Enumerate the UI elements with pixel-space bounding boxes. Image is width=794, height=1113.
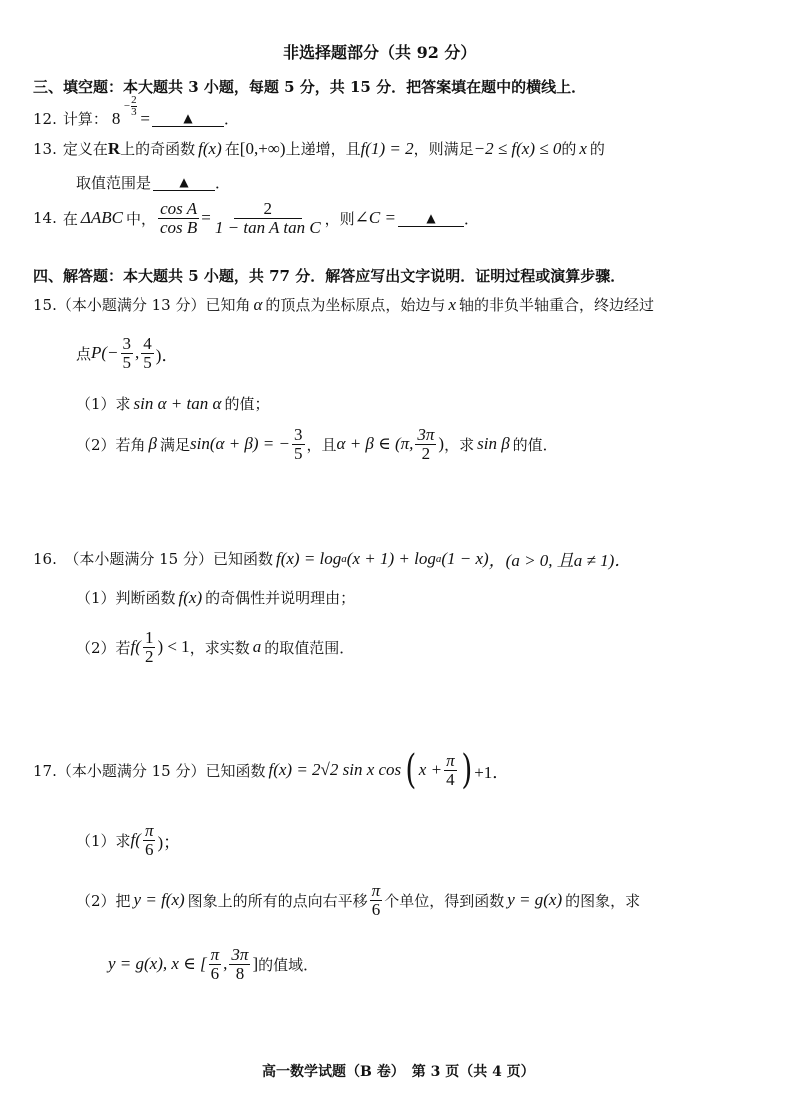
question-13 [33, 138, 605, 159]
question-17: 17.（本小题满分 15 分）已知函数 f(x) = 2√2 sin x cos ( x + $\frac{\pi}{4}$ ) +1． [33, 747, 510, 793]
q17-part2-fraction: $\frac{\pi}{6}$ [371, 881, 381, 919]
q17-line2-fraction-1: $\frac{\pi}{6}$ [210, 945, 220, 983]
q15-part2-text-1: 满足 [160, 435, 191, 454]
q13-number: 13. [33, 139, 57, 158]
q16-part2-a: a [252, 637, 262, 657]
q15-part2-text-3: ，求 [444, 435, 475, 454]
q13-real-set: R [107, 138, 121, 158]
section-3-heading: 三、填空题：本大题共 3 小题，每题 5 分，共 15 分．把答案填在题中的横线上． [33, 78, 587, 96]
q15-part-2: （2）若角 β 满足 sin(α + β) = − $\frac{3}{5}$ ，且 α + β ∈ (π, $\frac{3\pi}{2}$ ) ，求 sin β 的值． [76, 425, 558, 463]
q14-angle: ∠C = [354, 208, 396, 228]
q13-interval: [0,+∞) [239, 138, 286, 158]
q17-inner: x + [418, 760, 443, 779]
q15-point: 点 P(− $\frac{3}{5}$ , $\frac{4}{5}$ )． [76, 334, 179, 372]
q13-text-4: 上递增，且 [285, 140, 361, 158]
q15-part2-end: 的值． [512, 435, 558, 454]
q17-part-2-line-2: y = g(x), x ∈ [ $\frac{\pi}{6}$ , $\frac{3\pi}{8}$ ] 的值域． [108, 945, 319, 983]
q15-beta: β [148, 434, 158, 454]
q17-part-1 [76, 822, 180, 859]
q16-header: 16. （本小题满分 15 分）已知函数 [33, 550, 273, 568]
q17-part2-text-2: 个单位，得到函数 [384, 891, 505, 910]
q15-alpha: α [253, 294, 263, 314]
q15-part1-end: 的值； [224, 395, 270, 413]
q13-text-2: 上的奇函数 [120, 140, 196, 158]
q12-text: 计算： [62, 110, 108, 128]
q16-expr-2: (x + 1) + log [346, 548, 436, 568]
q15-part2-expr: sin(α + β) = − [190, 434, 290, 454]
question-12: 12. 计算： 8 − $\frac{2}{3}$ = ▲ ． [33, 93, 239, 128]
q16-part1-fx: f(x) [178, 587, 203, 607]
question-15 [33, 294, 654, 315]
q16-sub-1: a [341, 552, 347, 565]
q13-answer-blank[interactable]: ▲ [153, 174, 215, 191]
q17-line2-fraction-2: $\frac{3\pi}{8}$ [231, 945, 249, 983]
q15-part2-fraction-2: $\frac{3\pi}{2}$ [417, 425, 435, 463]
q13-text-6: 的 [561, 140, 577, 158]
q17-part2-expr2: y = g(x) [507, 890, 563, 910]
q15-part2-fraction: $\frac{3}{5}$ [294, 425, 303, 463]
q14-number: 14. [33, 209, 57, 228]
q16-part-1 [76, 587, 355, 608]
q17-part2-expr: y = f(x) [133, 890, 185, 910]
q15-part2-text-2: ，且 [306, 435, 337, 454]
page-title: 非选择题部分（共 92 分） [283, 43, 477, 62]
q14-text-2: 中， [125, 209, 156, 228]
q16-part1-end: 的奇偶性并说明理由； [205, 589, 356, 607]
q15-point-y: $\frac{4}{5}$ [143, 334, 152, 372]
q16-part2-end: 的取值范围． [264, 638, 355, 657]
q15-point-x: $\frac{3}{5}$ [122, 334, 132, 372]
q14-answer-blank[interactable]: ▲ [398, 210, 464, 227]
q12-equals: = [140, 108, 150, 128]
q13-text-line2: 取值范围是 [76, 174, 152, 192]
q15-header: 15.（本小题满分 13 分）已知角 [33, 296, 251, 314]
q15-part2-label: （2）若角 [76, 435, 146, 454]
q16-part2-close: ) < 1 [157, 637, 190, 657]
q16-part2-fraction: $\frac{1}{2}$ [144, 628, 154, 666]
q13-end: ． [215, 174, 231, 192]
page-footer: 高一数学试题（B 卷） 第 3 页（共 4 页） [262, 1064, 535, 1080]
q12-number: 12. [33, 109, 57, 128]
q16-part1-label: （1）判断函数 [76, 589, 176, 607]
q17-part1-label: （1）求 [76, 831, 131, 850]
q17-part1-fraction: $\frac{\pi}{6}$ [144, 821, 154, 859]
q16-part2-f: f( [130, 637, 141, 657]
q16-part2-label: （2）若 [76, 638, 131, 657]
q15-part1-label: （1）求 [76, 395, 131, 413]
q15-point-label: 点 [76, 344, 92, 363]
q12-answer-blank[interactable]: ▲ [152, 110, 224, 127]
q14-text-1: 在 [62, 209, 78, 228]
q16-part-2 [76, 629, 354, 666]
q15-part-1 [76, 393, 269, 414]
q17-part2-text-3: 的图象，求 [565, 891, 641, 910]
q17-part1-f: f( [130, 830, 141, 850]
q12-base: 8 − $\frac{2}{3}$ [111, 93, 137, 128]
q15-point-p: P(− [91, 343, 119, 363]
q17-line2-end: 的值域． [258, 955, 319, 974]
q14-equals: = [201, 208, 211, 228]
q16-condition: ，(a > 0, 且a ≠ 1)． [488, 551, 632, 570]
q17-expr: f(x) = 2√2 sin x cos [268, 760, 402, 779]
q16-part2-text: ，求实数 [189, 638, 250, 657]
q17-line2-expr: y = g(x), x ∈ [ [108, 954, 207, 974]
q16-expr-3: (1 − x) [441, 548, 489, 568]
q17-part2-text-1: 图象上的所有的点向右平移 [187, 891, 368, 910]
q14-triangle: ΔABC [80, 208, 123, 228]
section-4-heading: 四、解答题：本大题共 5 小题，共 77 分．解答应写出文字说明．证明过程或演算步骤． [33, 267, 626, 285]
question-13-line-2 [76, 172, 230, 193]
q14-end: ． [463, 209, 479, 228]
q17-part-2 [76, 882, 640, 919]
question-14 [33, 200, 479, 237]
q12-exponent: − $\frac{2}{3}$ [123, 93, 137, 118]
q13-condition: f(1) = 2 [360, 138, 414, 158]
q13-x: x [579, 138, 587, 158]
q15-text-1: 的顶点为坐标原点，始边与 [265, 296, 446, 314]
q13-text-7: 的 [589, 140, 605, 158]
q13-text-1: 定义在 [62, 140, 108, 158]
q16-sub-2: a [435, 552, 442, 565]
q13-text-3: 在 [224, 140, 240, 158]
question-16 [33, 546, 631, 571]
q17-tail: +1． [474, 762, 510, 782]
q15-x: x [448, 294, 456, 314]
q17-part2-label: （2）把 [76, 891, 131, 910]
q17-part1-end: )； [157, 832, 181, 852]
q17-inner-fraction: $\frac{\pi}{4}$ [446, 750, 455, 789]
q13-inequality: −2 ≤ f(x) ≤ 0 [473, 138, 562, 158]
q15-part1-expr: sin α + tan α [133, 393, 222, 413]
q13-fx: f(x) [198, 138, 222, 158]
q16-expr-1: f(x) = log [275, 548, 342, 568]
q17-header: 17.（本小题满分 15 分）已知函数 [33, 761, 266, 780]
q14-fraction-1: $\frac{\text{cos A}}{\text{cos B}}$ [159, 199, 198, 237]
q14-fraction-2: $\frac{2}{\text{1 − tan A tan C}}$ [214, 199, 321, 237]
q15-text-2: 轴的非负半轴重合，终边经过 [458, 296, 654, 314]
q15-part2-expr2: α + β ∈ (π, [336, 434, 414, 454]
q14-text-3: ，则 [324, 209, 355, 228]
q13-text-5: ，则满足 [413, 140, 474, 158]
q15-part2-expr3: sin β [477, 434, 510, 454]
